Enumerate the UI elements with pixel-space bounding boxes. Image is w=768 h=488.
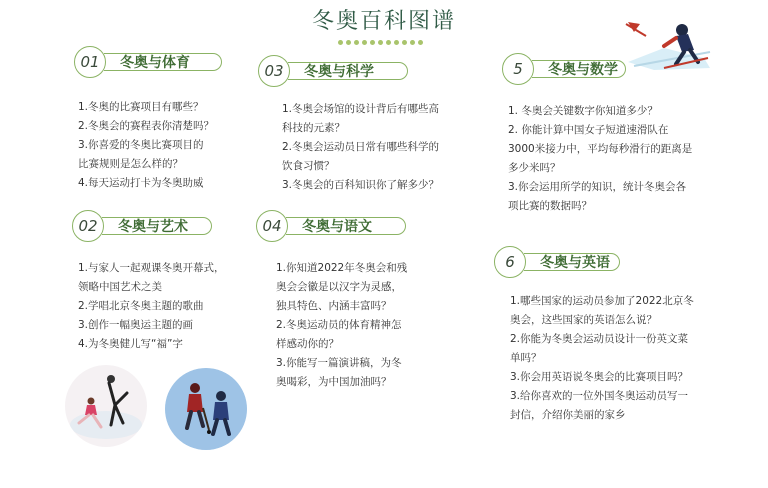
list-item: 4.每天运动打卡为冬奥助威 [78, 177, 204, 189]
list-item: 3.你喜爱的冬奥比赛项目的 [78, 139, 204, 151]
section-01-header [74, 46, 222, 78]
section-heading: 冬奥与数学 [548, 62, 618, 78]
section-05-header [502, 53, 626, 85]
list-item: 2.你能为冬奥会运动员设计一份英文菜 [510, 333, 689, 345]
section-heading: 冬奥与科学 [304, 64, 374, 80]
section-heading: 冬奥与英语 [540, 255, 610, 271]
title-dots [338, 40, 423, 45]
list-item: 2. 你能计算中国女子短道速滑队在 [508, 124, 669, 136]
section-02-list [78, 260, 225, 355]
section-04-header [256, 210, 406, 242]
section-03-header [258, 55, 408, 87]
list-item: 科技的元素？ [282, 122, 345, 134]
section-number: 02 [72, 210, 104, 242]
list-item: 奥喝彩，为中国加油吗？ [276, 376, 392, 388]
section-02-header [72, 210, 212, 242]
list-item: 奥会会徽是以汉字为灵感， [276, 281, 402, 293]
list-item: 1.哪些国家的运动员参加了2022北京冬 [510, 295, 694, 307]
section-heading: 冬奥与艺术 [118, 219, 188, 235]
figure-skating-illustration [65, 365, 147, 447]
list-item: 1.你知道2022年冬奥会和残 [276, 262, 408, 274]
list-item: 4.为冬奥健儿写“福”字 [78, 338, 183, 350]
section-number: 03 [258, 55, 290, 87]
list-item: 独具特色、内涵丰富吗？ [276, 300, 392, 312]
list-item: 奥会，这些国家的英语怎么说？ [510, 314, 657, 326]
ice-hockey-illustration [165, 368, 247, 450]
list-item: 2.学唱北京冬奥主题的歌曲 [78, 300, 204, 312]
section-number: 5 [502, 53, 534, 85]
section-heading: 冬奥与体育 [120, 55, 190, 71]
list-item: 3.冬奥会的百科知识你了解多少？ [282, 179, 440, 191]
section-06-list [510, 293, 694, 426]
list-item: 3.你能写一篇演讲稿，为冬 [276, 357, 402, 369]
list-item: 3.创作一幅奥运主题的画 [78, 319, 194, 331]
list-item: 2.冬奥会的赛程表你清楚吗？ [78, 120, 215, 132]
list-item: 1.冬奥会场馆的设计背后有哪些高 [282, 103, 440, 115]
list-item: 3.你会运用所学的知识，统计冬奥会各 [508, 181, 687, 193]
section-heading: 冬奥与语文 [302, 219, 372, 235]
section-06-header [494, 246, 620, 278]
list-item: 2.冬奥会运动员日常有哪些科学的 [282, 141, 440, 153]
section-05-list [508, 103, 692, 217]
list-item: 封信，介绍你美丽的家乡 [510, 409, 626, 421]
page-title: 冬奥百科图谱 [311, 9, 456, 34]
section-number: 01 [74, 46, 106, 78]
section-04-list [276, 260, 407, 393]
list-item: 领略中国艺术之美 [78, 281, 162, 293]
section-03-list [282, 101, 439, 196]
section-number: 04 [256, 210, 288, 242]
list-item: 饮食习惯？ [282, 160, 335, 172]
list-item: 1.与家人一起观课冬奥开幕式， [78, 262, 225, 274]
list-item: 项比赛的数据吗？ [508, 200, 592, 212]
list-item: 单吗？ [510, 352, 542, 364]
list-item: 样感动你的？ [276, 338, 339, 350]
section-01-list [78, 99, 214, 194]
list-item: 1.冬奥的比赛项目有哪些？ [78, 101, 204, 113]
list-item: 3000米接力中，平均每秒滑行的距离是 [508, 143, 693, 155]
section-number: 6 [494, 246, 526, 278]
list-item: 1. 冬奥会关键数字你知道多少？ [508, 105, 658, 117]
list-item: 3.给你喜欢的一位外国冬奥运动员写一 [510, 390, 689, 402]
list-item: 比赛规则是怎么样的？ [78, 158, 183, 170]
skiing-illustration [624, 18, 714, 80]
list-item: 3.你会用英语说冬奥会的比赛项目吗？ [510, 371, 689, 383]
list-item: 多少米吗？ [508, 162, 561, 174]
list-item: 2.冬奥运动员的体育精神怎 [276, 319, 402, 331]
